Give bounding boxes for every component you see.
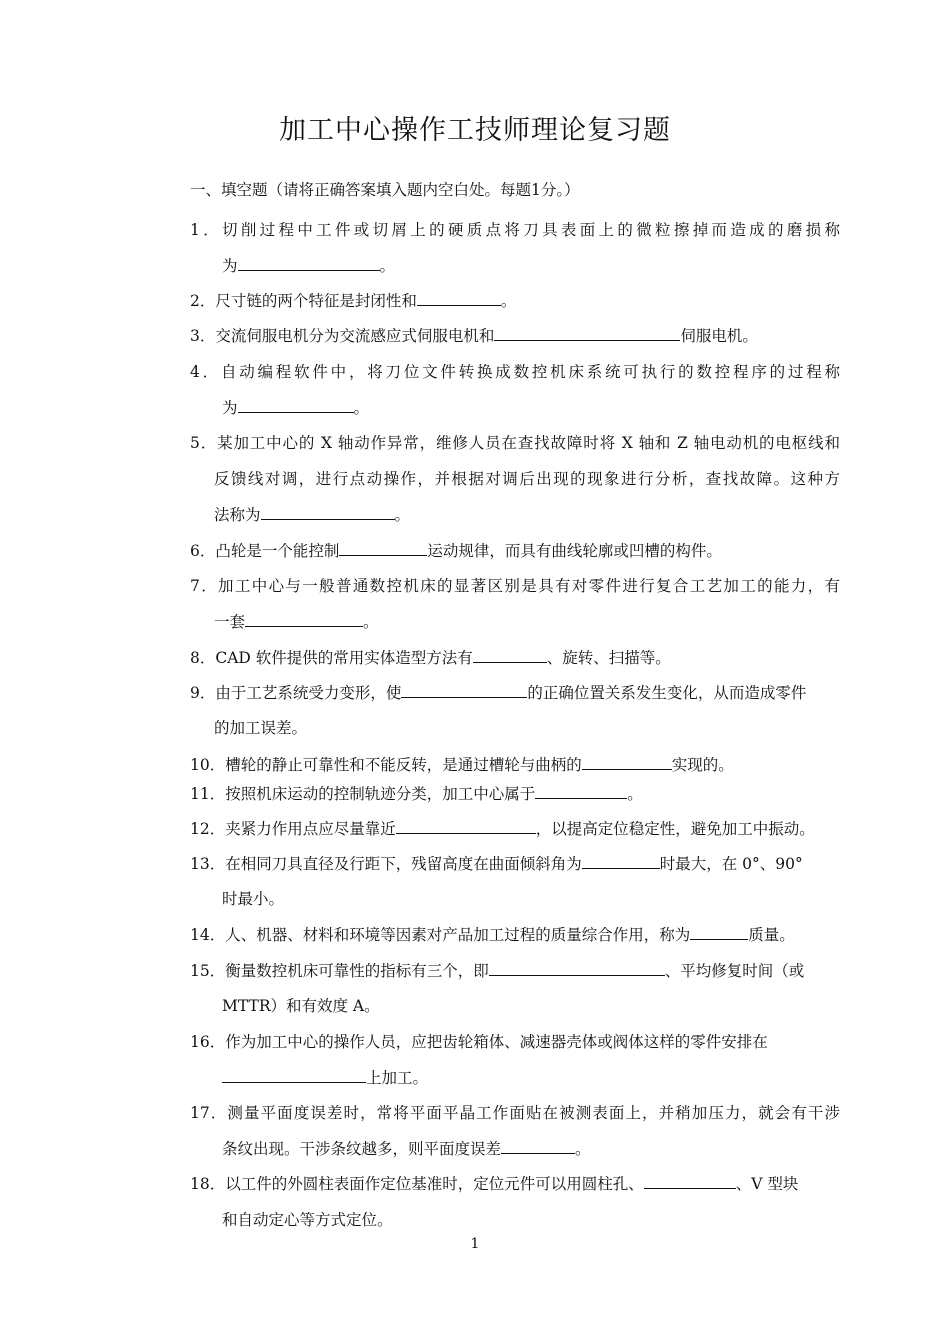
question-16-line-1: 16．作为加工中心的操作人员，应把齿轮箱体、减速器壳体或阀体这样的零件安排在: [190, 1033, 768, 1051]
answer-blank[interactable]: [501, 1138, 575, 1154]
question-7-line-2: 一套 。: [214, 613, 379, 631]
answer-blank[interactable]: [238, 255, 380, 271]
question-17-line-1: 17．测量平面度误差时，常将平面平晶工作面贴在被测表面上，并稍加压力，就会有干涉: [190, 1104, 840, 1122]
question-6: 6．凸轮是一个能控制 运动规律，而具有曲线轮廓或凹槽的构件。: [190, 542, 722, 560]
question-15-line-2: MTTR）和有效度 A。: [222, 997, 380, 1015]
answer-blank[interactable]: [417, 290, 501, 306]
question-13-line-1: 13．在相同刀具直径及行距下，残留高度在曲面倾斜角为 时最大，在 0°、90°: [190, 855, 803, 873]
question-4-line-1: 4．自动编程软件中，将刀位文件转换成数控机床系统可执行的数控程序的过程称: [190, 363, 840, 381]
section-header: 一、填空题（请将正确答案填入题内空白处。每题1分。）: [190, 181, 580, 199]
answer-blank[interactable]: [489, 960, 665, 976]
question-7-line-1: 7．加工中心与一般普通数控机床的显著区别是具有对零件进行复合工艺加工的能力，有: [190, 577, 840, 595]
question-2: 2．尺寸链的两个特征是封闭性和 。: [190, 292, 517, 310]
answer-blank[interactable]: [582, 853, 660, 869]
page-title: 加工中心操作工技师理论复习题: [279, 115, 671, 146]
answer-blank[interactable]: [238, 397, 354, 413]
question-17-line-2: 条纹出现。干涉条纹越多，则平面度误差 。: [222, 1140, 591, 1158]
question-15-line-1: 15．衡量数控机床可靠性的指标有三个，即 、平均修复时间（或: [190, 962, 805, 980]
question-3: 3．交流伺服电机分为交流感应式伺服电机和 伺服电机。: [190, 327, 758, 345]
question-16-line-2: 上加工。: [222, 1066, 872, 1088]
page-number: 1: [470, 1236, 480, 1252]
answer-blank[interactable]: [245, 611, 363, 627]
question-11: 11．按照机床运动的控制轨迹分类，加工中心属于 。: [190, 785, 643, 803]
question-9-line-2: 的加工误差。: [214, 719, 308, 737]
answer-blank[interactable]: [401, 682, 527, 698]
question-5-line-2: 反馈线对调，进行点动操作，并根据对调后出现的现象进行分析，查找故障。这种方: [214, 470, 840, 488]
answer-blank[interactable]: [261, 504, 395, 520]
question-1-line-2: 为 。: [222, 257, 396, 275]
question-10: 10．槽轮的静止可靠性和不能反转，是通过槽轮与曲柄的 实现的。: [190, 756, 734, 774]
answer-blank[interactable]: [582, 754, 672, 770]
answer-blank[interactable]: [473, 647, 547, 663]
question-1-line-1: 1．切削过程中工件或切屑上的硬质点将刀具表面上的微粒擦掉而造成的磨损称: [190, 221, 840, 239]
answer-blank[interactable]: [396, 818, 536, 834]
answer-blank[interactable]: [690, 924, 748, 940]
question-9-line-1: 9．由于工艺系统受力变形，使 的正确位置关系发生变化，从而造成零件: [190, 684, 807, 702]
question-18-line-2: 和自动定心等方式定位。: [222, 1211, 393, 1229]
question-5-line-3: 法称为 。: [214, 506, 411, 524]
answer-blank[interactable]: [339, 540, 427, 556]
question-12: 12．夹紧力作用点应尽量靠近 ，以提高定位稳定性，避免加工中振动。: [190, 820, 815, 838]
question-8: 8．CAD 软件提供的常用实体造型方法有 、旋转、扫描等。: [190, 649, 671, 667]
question-4-line-2: 为 。: [222, 399, 370, 417]
answer-blank[interactable]: [535, 783, 627, 799]
question-14: 14．人、机器、材料和环境等因素对产品加工过程的质量综合作用，称为 质量。: [190, 926, 795, 944]
question-13-line-2: 时最小。: [222, 890, 285, 908]
answer-blank[interactable]: [494, 325, 680, 341]
answer-blank[interactable]: [644, 1173, 736, 1189]
question-5-line-1: 5．某加工中心的 X 轴动作异常，维修人员在查找故障时将 X 轴和 Z 轴电动机的电枢线和: [190, 434, 840, 452]
answer-blank[interactable]: [222, 1067, 366, 1083]
question-18-line-1: 18．以工件的外圆柱表面作定位基准时，定位元件可以用圆柱孔、 、V 型块: [190, 1175, 799, 1193]
